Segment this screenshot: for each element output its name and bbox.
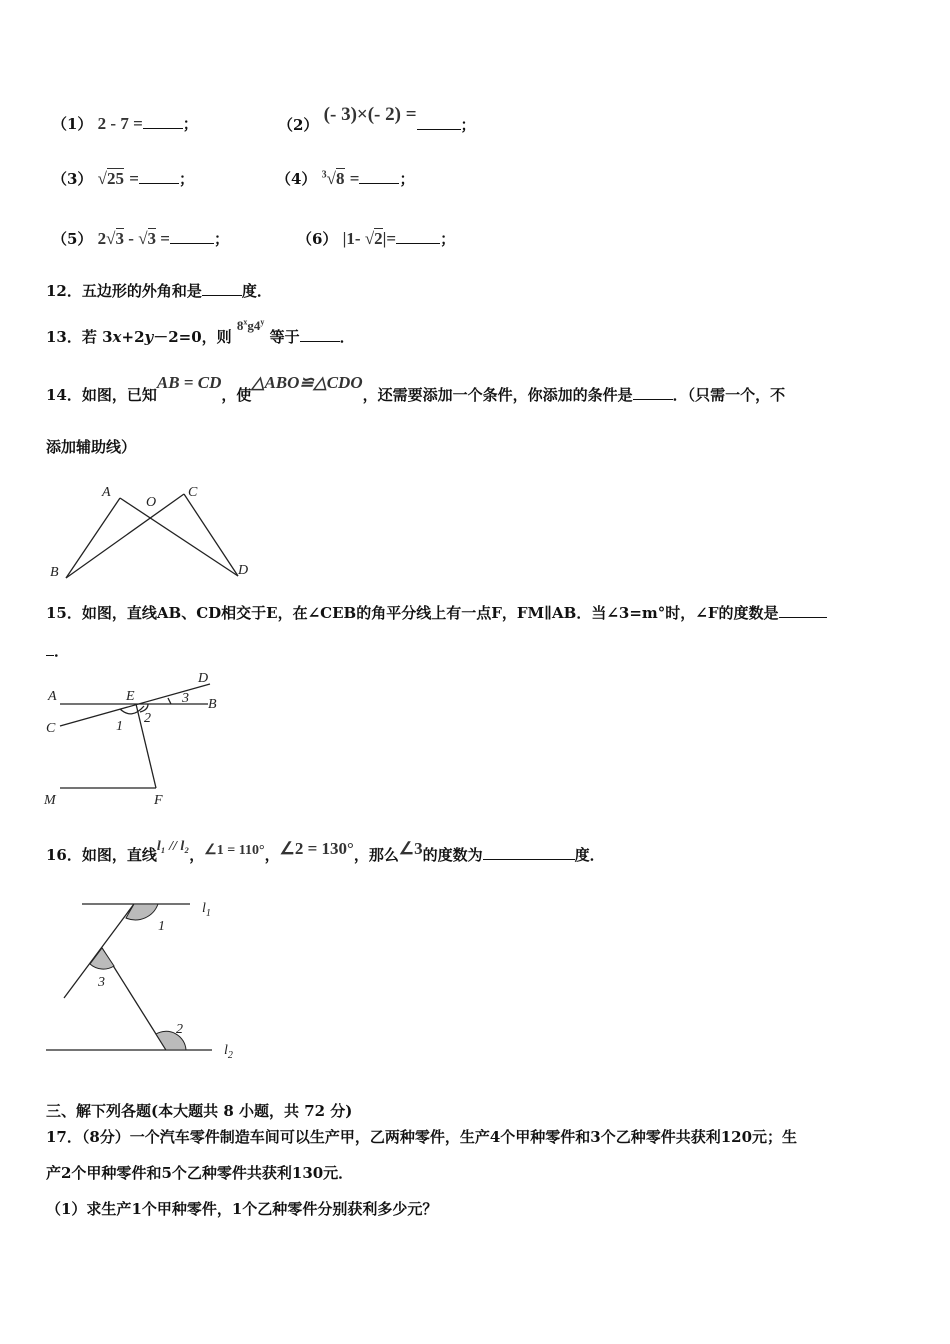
label-E: E	[126, 689, 135, 704]
math-expr: 2 - 7 =	[97, 114, 143, 133]
q15-line2	[46, 640, 69, 661]
op: g	[247, 318, 254, 333]
angle-arc-1	[120, 706, 144, 714]
q11-item5	[52, 228, 229, 249]
equals: =	[349, 169, 360, 188]
q13-math	[237, 318, 265, 333]
q11-item6	[297, 228, 455, 249]
label-A: A	[48, 689, 57, 704]
item-label: （2）	[278, 116, 319, 134]
q16-end: 度．	[574, 846, 605, 864]
base2: 4	[253, 318, 261, 333]
label-B: B	[50, 565, 59, 580]
punct: ；	[178, 170, 194, 188]
answer-blank	[779, 603, 827, 618]
question-tail: 度．	[241, 282, 272, 300]
q13-pre: 13．若 3	[46, 328, 113, 346]
angle-arc-3	[168, 698, 171, 704]
angle-label-3: 3	[98, 975, 105, 990]
question-12	[46, 280, 272, 301]
q14-end: ．（只需一个，不	[672, 386, 786, 404]
answer-blank	[300, 327, 340, 342]
question-13	[46, 317, 355, 347]
label-D: D	[198, 671, 209, 686]
q13-plus: +2	[121, 328, 145, 346]
item-label: （5）	[52, 230, 93, 248]
answer-blank	[139, 169, 179, 184]
q14-post: ，还需要添加一个条件，你添加的条件是	[362, 386, 633, 404]
math-expr: 2√3 - √3 =	[97, 229, 170, 248]
q11-item1	[52, 113, 198, 134]
answer-blank	[417, 115, 461, 130]
q16-pre: 16．如图，直线	[46, 846, 157, 864]
q13-post: 等于	[269, 328, 300, 346]
q14-line2: 添加辅助线）	[46, 438, 137, 456]
q16-math4: ∠3	[398, 839, 423, 858]
sup2: y	[260, 317, 265, 327]
radicand: 25	[107, 169, 125, 188]
angle-label-1: 1	[116, 719, 123, 734]
answer-blank	[633, 385, 673, 400]
punct: ；	[213, 230, 229, 248]
angle-label-2: 2	[144, 711, 151, 726]
label-A: A	[102, 485, 111, 500]
answer-blank	[359, 169, 399, 184]
punct: ；	[182, 115, 198, 133]
radicand: 3	[115, 229, 125, 248]
q14-mid: ，使	[221, 386, 252, 404]
q11-item2	[278, 104, 476, 134]
label-M: M	[44, 793, 56, 808]
q17-line2: 产2个甲种零件和5个乙种零件共获利130元．	[46, 1164, 354, 1182]
coef: 2	[97, 229, 107, 248]
segment-BC	[66, 494, 184, 578]
label-D: D	[238, 563, 249, 578]
root-index: 3	[321, 169, 327, 181]
q17-line1: 17．（8分）一个汽车零件制造车间可以生产甲，乙两种零件，生产4个甲种零件和3个乙种零件共获利120元；生	[46, 1128, 798, 1146]
answer-blank-cont	[46, 641, 54, 656]
radicand: 3	[147, 229, 157, 248]
q17-subquestion-1: （1）求生产1个甲种零件，1个乙种零件分别获利多少元？	[46, 1200, 438, 1218]
q16-math1: l₁ // l₂	[156, 839, 190, 854]
q16-math3: ∠2 = 130°	[279, 839, 354, 858]
item-label: （6）	[297, 230, 338, 248]
label-B: B	[208, 697, 217, 712]
radicand: 8	[336, 169, 345, 188]
q16-sep1: ，	[189, 846, 205, 864]
q13-rest: －2=0，则	[153, 328, 232, 346]
question-15	[46, 602, 827, 623]
answer-blank	[396, 229, 440, 244]
question-14	[46, 373, 786, 405]
sqrt-expr	[98, 169, 124, 188]
label-l2: $l_2$	[224, 1043, 233, 1061]
q14-figure	[40, 478, 260, 588]
q16-mid: ，那么	[353, 846, 399, 864]
abs-open: |1-	[342, 229, 361, 248]
math-expr: (- 3)×(- 2) =	[323, 104, 417, 125]
answer-blank	[483, 845, 575, 860]
radicand: 2	[374, 229, 383, 248]
label-O: O	[146, 495, 157, 510]
q15-text: 15．如图，直线AB、CD相交于E，在∠CEB的角平分线上有一点F，FM∥AB．当∠3=m°时，∠F的度数是	[46, 604, 779, 622]
label-C: C	[188, 485, 198, 500]
var-y: y	[144, 328, 154, 346]
punct: ；	[440, 230, 456, 248]
q14-math1: AB = CD	[156, 373, 222, 392]
q14-math2: △ABO≌△CDO	[251, 373, 363, 392]
answer-blank	[202, 281, 242, 296]
angle-fill-3	[90, 948, 114, 969]
item-label: （4）	[276, 170, 317, 188]
answer-blank	[170, 229, 214, 244]
base1: 8	[236, 318, 244, 333]
radical-sign: √	[326, 169, 337, 188]
q15-figure	[40, 664, 240, 814]
label-F: F	[154, 793, 163, 808]
equals: =	[160, 229, 170, 248]
segment-BA	[66, 498, 120, 578]
q16-sep2: ，	[264, 846, 280, 864]
segment-CD	[184, 494, 238, 576]
minus: -	[128, 229, 134, 248]
abs-close: |=	[382, 229, 397, 248]
punct: ；	[399, 170, 415, 188]
var-x: x	[112, 328, 122, 346]
cuberoot-expr	[322, 169, 345, 188]
question-text: 12．五边形的外角和是	[46, 282, 202, 300]
q15-end: ．	[54, 642, 70, 660]
sup1: x	[243, 317, 248, 327]
punct: ；	[460, 116, 476, 134]
q11-item3	[52, 168, 194, 189]
q14-pre: 14．如图，已知	[46, 386, 157, 404]
section-3-heading: 三、解下列各题(本大题共 8 小题，共 72 分)	[46, 1102, 353, 1120]
label-C: C	[46, 721, 56, 736]
angle-label-3: 3	[182, 691, 189, 706]
q16-post: 的度数为	[422, 846, 483, 864]
q16-math2: ∠1 = 110°	[204, 843, 265, 858]
segment-AD	[120, 498, 238, 576]
q11-item4	[276, 168, 414, 189]
label-l1: $l_1$	[202, 901, 211, 919]
equals: =	[129, 169, 139, 188]
angle-fill-1	[126, 904, 158, 920]
question-16	[46, 839, 605, 865]
angle-label-2: 2	[176, 1022, 183, 1037]
q13-end: ．	[339, 328, 355, 346]
answer-blank	[143, 114, 183, 129]
item-label: （3）	[52, 170, 93, 188]
item-label: （1）	[52, 115, 93, 133]
radical-sign: √	[97, 169, 108, 188]
angle-label-1: 1	[158, 919, 165, 934]
math-expr: |1- √2|=	[342, 229, 397, 248]
q16-figure	[40, 892, 250, 1064]
